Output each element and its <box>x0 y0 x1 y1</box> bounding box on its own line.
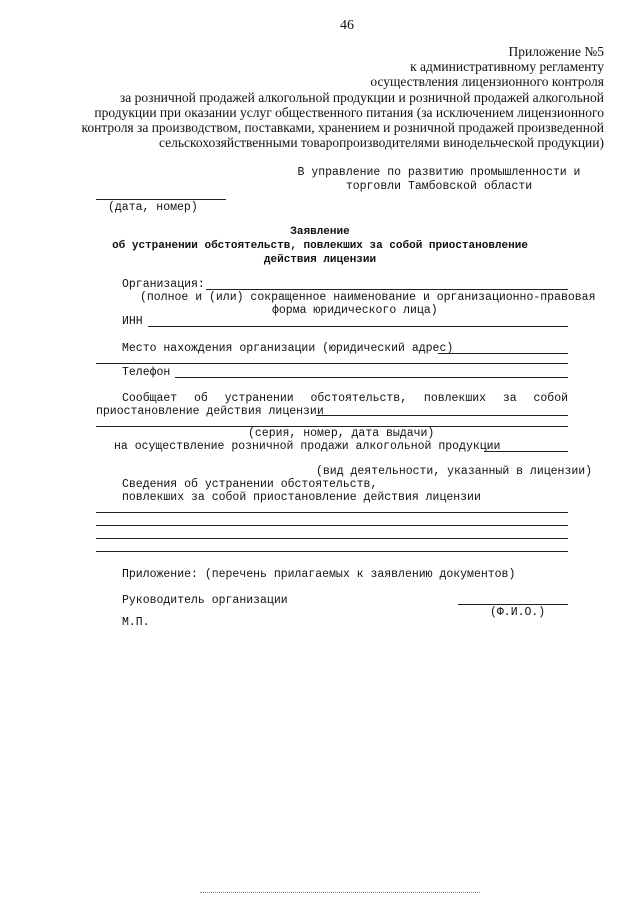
date-number-field[interactable] <box>96 199 226 200</box>
reports-word: за <box>502 392 517 405</box>
appendix-line: сельскохозяйственными товаропроизводителями винодельческой продукции) <box>159 135 604 151</box>
reports-word: устранении <box>224 392 294 405</box>
appendix-line: Приложение №5 <box>508 44 604 59</box>
scan-artifact <box>200 892 480 893</box>
info-field-line[interactable] <box>96 551 568 552</box>
info-label: повлекших за собой приостановление действия лицензии <box>122 491 481 504</box>
reports-word: Сообщает <box>122 392 178 405</box>
license-hint: (серия, номер, дата выдачи) <box>248 427 435 440</box>
date-number-caption: (дата, номер) <box>108 201 198 214</box>
reports-sentence <box>122 392 568 405</box>
appendix-line: за розничной продажей алкогольной продукции и розничной продажей алкогольной <box>119 89 604 105</box>
organization-hint: форма юридического лица) <box>272 304 438 317</box>
addressee-line: В управление по развитию промышленности и <box>297 166 581 179</box>
organization-field[interactable] <box>206 289 568 290</box>
activity-label: на осуществление розничной продажи алкогольной продукции <box>114 440 501 453</box>
info-label: Сведения об устранении обстоятельств, <box>122 478 378 491</box>
appendix-line: к административному регламенту <box>410 59 604 75</box>
appendix-line: контроля за производством, поставками, хранением и розничной продажей произведенной <box>81 120 604 136</box>
head-signature-field[interactable] <box>458 604 568 605</box>
title-line: действия лицензии <box>263 254 377 266</box>
appendix-line: осуществления лицензионного контроля <box>370 74 604 90</box>
title-line: Заявление <box>290 226 350 238</box>
addressee <box>274 166 604 194</box>
appendix-header <box>44 44 604 150</box>
reports-word: собой <box>533 392 568 405</box>
organization-label: Организация: <box>122 278 205 291</box>
info-field-line[interactable] <box>96 538 568 539</box>
head-label: Руководитель организации <box>122 594 288 607</box>
address-field[interactable] <box>438 353 568 354</box>
reports-word: об <box>194 392 208 405</box>
addressee-line: торговли Тамбовской области <box>345 180 533 193</box>
title-line: об устранении обстоятельств, повлекших за собой приостановление <box>112 240 528 252</box>
inn-field[interactable] <box>148 326 568 327</box>
document-title <box>0 225 640 267</box>
license-field[interactable] <box>316 415 568 416</box>
info-field-line[interactable] <box>96 512 568 513</box>
address-field-continuation[interactable] <box>96 363 568 364</box>
activity-hint: (вид деятельности, указанный в лицензии) <box>316 465 593 478</box>
activity-field[interactable] <box>484 451 568 452</box>
appendix-line: продукции при оказании услуг общественного питания (за исключением лицензионного <box>94 104 604 120</box>
info-field-line[interactable] <box>96 525 568 526</box>
address-label: Место нахождения организации (юридический адрес) <box>122 342 454 355</box>
page-number: 46 <box>340 18 354 33</box>
inn-label: ИНН <box>122 315 143 328</box>
organization-hint: (полное и (или) сокращенное наименование и организационно-правовая <box>140 291 596 304</box>
suspension-label: приостановление действия лицензии <box>96 405 324 418</box>
attachment-label: Приложение: (перечень прилагаемых к заявлению документов) <box>122 568 516 581</box>
stamp-label: М.П. <box>122 616 150 629</box>
reports-word: обстоятельств, <box>310 392 408 405</box>
phone-label: Телефон <box>122 366 171 379</box>
reports-word: повлекших <box>423 392 487 405</box>
fio-hint: (Ф.И.О.) <box>490 606 546 619</box>
phone-field[interactable] <box>175 377 568 378</box>
